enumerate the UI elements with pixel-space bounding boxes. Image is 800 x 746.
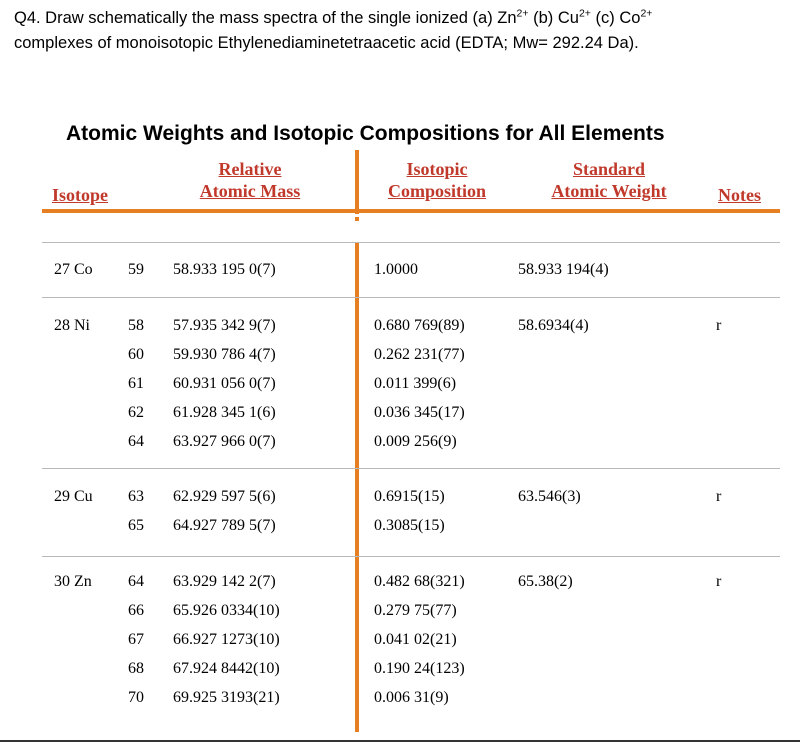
relative-mass: 64.927 789 5(7) [173,517,276,534]
mass-number: 63 [128,488,144,505]
atomic-weight: 58.6934(4) [518,317,589,334]
header-divider-dash [355,217,359,221]
header-weight: Standard Atomic Weight [551,159,667,201]
mass-number: 66 [128,602,144,619]
row-rule [42,556,780,557]
relative-mass: 67.924 8442(10) [173,660,280,677]
atomic-weight: 63.546(3) [518,488,581,505]
mass-number: 58 [128,317,144,334]
header-isotope: Isotope [52,185,109,205]
note: r [716,488,722,505]
question-line-1: Q4. Draw schematically the mass spectra of the single ionized (a) $Zn^{2+}$ (b) $Cu^{2+}$ (c) $Co^{2+}$ [14,7,653,27]
question-line-2: complexes of monoisotopic Ethylenediaminetetraacetic acid (EDTA; Mw= 292.24 Da). [14,34,639,52]
mass-number: 64 [128,573,144,590]
composition: 0.006 31(9) [374,689,449,706]
mass-number: 67 [128,631,144,648]
relative-mass: 57.935 342 9(7) [173,317,276,334]
mass-number: 62 [128,404,144,421]
relative-mass: 60.931 056 0(7) [173,375,276,392]
table-title: Atomic Weights and Isotopic Compositions for All Elements [66,122,665,145]
composition: 0.680 769(89) [374,317,465,334]
composition: 0.041 02(21) [374,631,457,648]
composition: 0.011 399(6) [374,375,457,392]
composition: 0.036 345(17) [374,404,465,421]
relative-mass: 66.927 1273(10) [173,631,280,648]
composition: 0.009 256(9) [374,433,457,450]
mass-number: 64 [128,433,144,450]
composition: 0.6915(15) [374,488,445,505]
row-rule [42,468,780,469]
note: r [716,317,722,334]
header-notes: Notes [718,185,761,205]
atomic-weight: 65.38(2) [518,573,573,590]
element-label: 30 Zn [54,573,92,590]
element-label: 28 Ni [54,317,90,334]
row-rule [42,242,780,243]
element-label: 27 Co [54,261,93,278]
mass-number: 61 [128,375,144,392]
composition: 1.0000 [374,261,418,278]
relative-mass: 61.928 345 1(6) [173,404,276,421]
mass-number: 68 [128,660,144,677]
note: r [716,573,722,590]
relative-mass: 62.929 597 5(6) [173,488,276,505]
composition: 0.279 75(77) [374,602,457,619]
mass-number: 65 [128,517,144,534]
header-divider [355,150,359,214]
row-rule [42,297,780,298]
column-divider [355,242,359,732]
header-rule [42,209,780,213]
mass-number: 60 [128,346,144,363]
relative-mass: 63.929 142 2(7) [173,573,276,590]
composition: 0.262 231(77) [374,346,465,363]
header-composition: Isotopic Composition [387,159,486,201]
composition: 0.3085(15) [374,517,445,534]
atomic-weight: 58.933 194(4) [518,261,609,278]
relative-mass: 69.925 3193(21) [173,689,280,706]
relative-mass: 65.926 0334(10) [173,602,280,619]
mass-number: 59 [128,261,144,278]
relative-mass: 59.930 786 4(7) [173,346,276,363]
composition: 0.190 24(123) [374,660,465,677]
element-label: 29 Cu [54,488,93,505]
mass-number: 70 [128,689,144,706]
relative-mass: 58.933 195 0(7) [173,261,276,278]
composition: 0.482 68(321) [374,573,465,590]
question-text [14,6,794,56]
relative-mass: 63.927 966 0(7) [173,433,276,450]
bottom-border [0,740,800,742]
header-mass: Relative Atomic Mass [199,159,301,201]
